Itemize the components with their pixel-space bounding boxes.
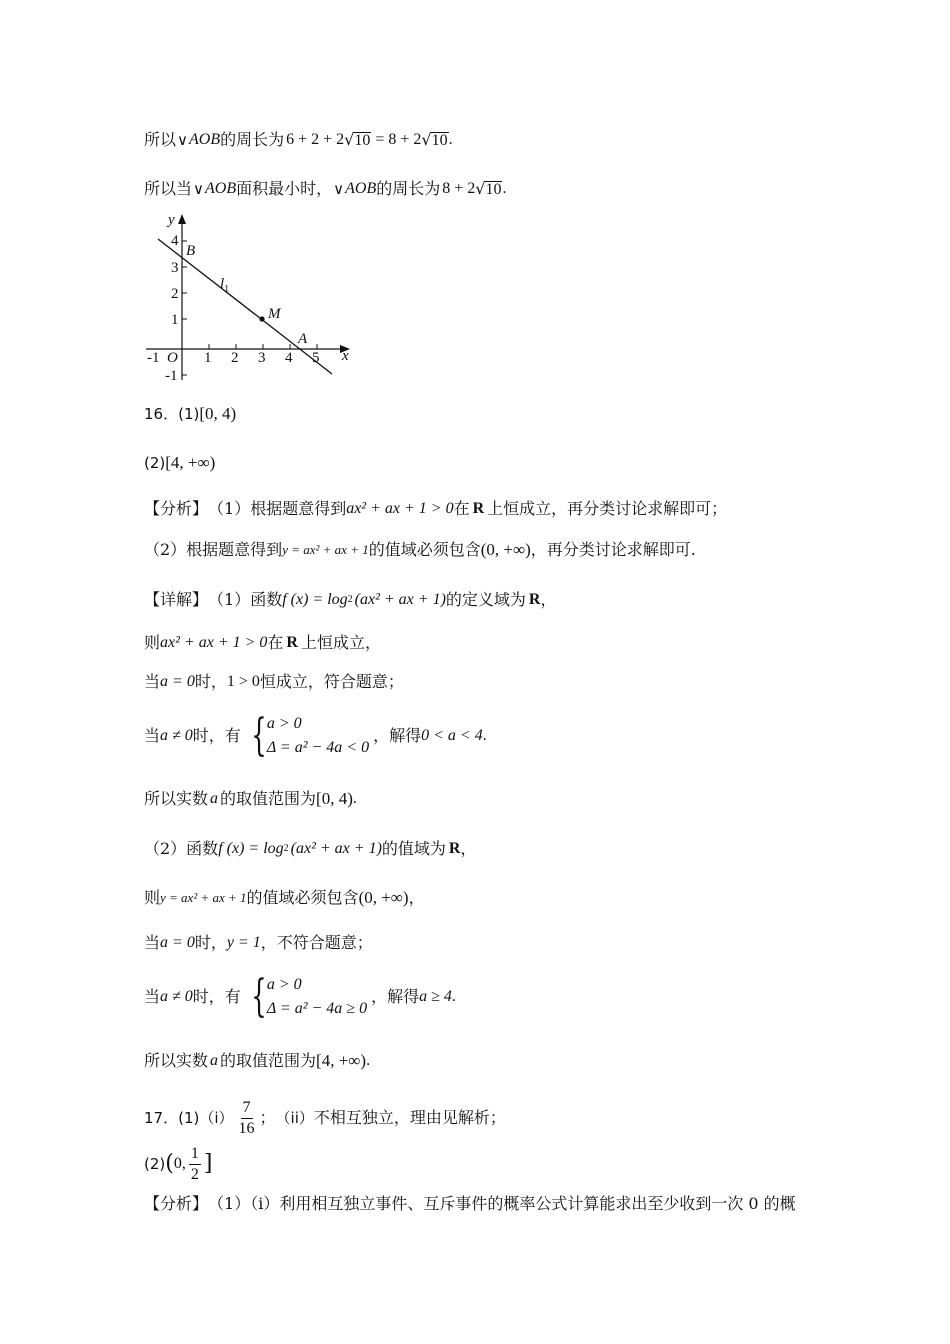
y-tick-label: 2 [171, 286, 179, 302]
text: . [482, 727, 487, 744]
math-expr: a ≥ 4 [419, 988, 452, 1005]
text: 所以当 [144, 179, 193, 198]
analysis-tag: 【分析】 [144, 499, 209, 518]
math-expr: a > 0 [266, 976, 302, 993]
math-expr: ax² + ax + 1 > 0 [346, 500, 454, 517]
math-expr: f (x) = log [218, 840, 284, 857]
math-expr: (0, +∞) [358, 888, 409, 907]
text: （1）函数 [208, 590, 283, 609]
text: ， [408, 888, 425, 907]
fraction-denominator: 2 [190, 1165, 199, 1183]
text: 时，有 [192, 987, 241, 1006]
math-expr: a > 0 [266, 715, 302, 732]
fraction-numerator: 7 [241, 1098, 253, 1119]
text: 当 [144, 987, 161, 1006]
triangle-symbol: ∨ [333, 180, 345, 198]
detail-tag: 【详解】 [144, 590, 209, 609]
text: （2）函数 [144, 839, 219, 858]
real-set-symbol: R [528, 591, 541, 608]
text: 恒成立，符合题意； [259, 672, 404, 691]
point-m-label: M [268, 306, 281, 322]
math-expr: = 8 + 2 [371, 131, 422, 148]
analysis-tag: 【分析】 [144, 1194, 209, 1213]
text: ； [259, 1108, 276, 1127]
text: 当 [144, 933, 161, 952]
q16-detail-1: 【详解】 （1）函数 f (x) = log 2 (ax² + ax + 1) 的定义域为 R ， [144, 590, 557, 609]
x-tick-label: 3 [258, 350, 266, 366]
text: 所以 [144, 130, 177, 149]
point-a-label: A [298, 331, 308, 347]
line-l1-label: $l_1$ [220, 276, 230, 295]
text: 面积最小时， [236, 179, 333, 198]
text: 时， [194, 933, 227, 952]
real-set-symbol: R [286, 634, 298, 651]
part-label: (1) [178, 1109, 200, 1127]
text: ，解得 [371, 987, 420, 1006]
line-l1 [158, 239, 332, 374]
text: 当 [144, 726, 161, 745]
q16-detail-6: （2）函数 f (x) = log 2 (ax² + ax + 1) 的值域为 R ， [144, 839, 477, 858]
subpart-label: （i） [199, 1109, 234, 1127]
fraction [189, 1144, 201, 1185]
text: . [451, 988, 456, 1005]
x-tick-label: 1 [204, 350, 212, 366]
part-label: (2) [144, 1155, 166, 1173]
perimeter-line [144, 129, 453, 151]
triangle-name: AOB [345, 180, 377, 197]
brace-symbol: { [251, 710, 267, 761]
math-expr: a ≠ 0 [160, 988, 193, 1005]
math-expr: (0, +∞) [480, 540, 531, 559]
fraction-numerator: 1 [189, 1144, 201, 1165]
text: ，解得 [373, 726, 422, 745]
text: . [366, 1052, 371, 1069]
math-expr: 1 > 0 [226, 673, 260, 690]
math-expr: a = 0 [160, 934, 195, 951]
q16-detail-7 [144, 887, 425, 909]
fraction [237, 1098, 257, 1139]
q16-detail-5 [144, 788, 357, 810]
q16-detail-9 [144, 973, 456, 1021]
text: 的值域为 [381, 839, 446, 858]
q16-part1-answer [144, 403, 236, 425]
q16-detail-8 [144, 932, 373, 954]
q16-detail-4 [144, 712, 487, 760]
x-label: x [342, 348, 349, 364]
math-expr: [0, 4) [199, 404, 237, 423]
text: ，再分类讨论求解即可. [530, 540, 696, 559]
x-tick-label: 4 [285, 350, 293, 366]
q16-detail-3 [144, 671, 404, 693]
text: . [502, 180, 507, 197]
math-expr: Δ = a² − 4a < 0 [266, 739, 370, 756]
q16-analysis-1 [144, 498, 727, 520]
math-expr: [4, +∞) [165, 453, 216, 472]
y-tick-label: 1 [171, 312, 179, 328]
math-expr: 8 + 2 [442, 180, 476, 197]
math-expr: y = ax² + ax + 1 [282, 542, 369, 557]
q16-detail-10 [144, 1050, 370, 1072]
real-set-symbol: R [472, 500, 485, 517]
text: 的取值范围为 [220, 1051, 317, 1070]
text: 的周长为 [376, 179, 441, 198]
math-expr: 0 < a < 4 [421, 727, 483, 744]
point-b-label: B [186, 243, 196, 259]
math-expr: a ≠ 0 [160, 727, 193, 744]
text: 的值域必须包含 [246, 888, 359, 907]
math-expr: y = 1 [226, 934, 261, 951]
sqrt-symbol: √ [421, 130, 432, 149]
math-expr: a = 0 [160, 673, 195, 690]
text: 的定义域为 [445, 590, 526, 609]
x-tick-label: 5 [312, 350, 320, 366]
text: 的值域必须包含 [368, 540, 481, 559]
math-expr: a [210, 790, 219, 807]
triangle-name: AOB [189, 131, 221, 148]
math-expr: [4, +∞) [316, 1051, 367, 1070]
math-expr: 10 [354, 131, 371, 149]
inequality-system [245, 712, 369, 760]
q17-analysis [144, 1193, 796, 1215]
text: 所以实数 [144, 789, 209, 808]
part-label: (2) [144, 454, 166, 472]
math-expr: f (x) = log [282, 591, 348, 608]
math-expr: a [210, 1052, 219, 1069]
text: . [448, 131, 453, 148]
text: 在 [453, 499, 470, 518]
text: 不相互独立，理由见解析； [313, 1108, 506, 1127]
brace-symbol: { [251, 971, 267, 1022]
close-bracket: ] [203, 1151, 213, 1176]
question-number: 17． [144, 1109, 179, 1127]
math-expr: (ax² + ax + 1) [290, 840, 382, 857]
text: ， [540, 590, 557, 609]
real-set-symbol: R [448, 840, 461, 857]
math-expr: (ax² + ax + 1) [354, 591, 446, 608]
math-expr: 0, [173, 1155, 186, 1172]
text: 当 [144, 672, 161, 691]
sqrt-symbol: √ [344, 130, 355, 149]
origin-label: O [167, 350, 178, 366]
y-tick-label: -1 [165, 368, 178, 384]
text: 所以实数 [144, 1051, 209, 1070]
y-label: y [168, 212, 175, 228]
text: 则 [144, 888, 161, 907]
open-paren: ( [165, 1151, 174, 1176]
math-expr: y = ax² + ax + 1 [160, 890, 247, 905]
q16-detail-2 [144, 632, 381, 654]
math-expr: 10 [431, 131, 448, 149]
math-expr: 10 [485, 180, 502, 198]
text: 的取值范围为 [220, 789, 317, 808]
text: . [352, 790, 357, 807]
min-area-line [144, 178, 506, 200]
sqrt-symbol: √ [475, 179, 486, 198]
triangle-symbol: ∨ [193, 180, 204, 198]
fraction-denominator: 16 [238, 1119, 255, 1137]
text: 上恒成立， [300, 633, 381, 652]
q17-part1-answer [144, 1098, 506, 1138]
coordinate-graph [138, 208, 368, 388]
triangle-name: AOB [205, 180, 237, 197]
q17-part2-answer [144, 1142, 212, 1186]
text: 时， [194, 672, 227, 691]
text: 在 [267, 633, 284, 652]
inequality-system [245, 973, 367, 1021]
y-tick-label: 3 [171, 260, 179, 276]
text: 时，有 [192, 726, 241, 745]
part-label: (1) [178, 405, 200, 423]
triangle-symbol: ∨ [177, 131, 188, 149]
text: ，不符合题意； [260, 933, 373, 952]
subpart-label: （ii） [275, 1109, 314, 1127]
text: 则 [144, 633, 161, 652]
x-tick-label: -1 [147, 350, 160, 366]
math-expr: ax² + ax + 1 > 0 [160, 634, 268, 651]
point-m [259, 316, 264, 321]
math-expr: Δ = a² − 4a ≥ 0 [266, 1000, 368, 1017]
math-expr: [0, 4) [316, 789, 353, 808]
text: （2）根据题意得到 [144, 540, 283, 559]
y-tick-label: 4 [171, 233, 179, 249]
text: 上恒成立，再分类讨论求解即可； [487, 499, 728, 518]
text: 的周长为 [220, 130, 285, 149]
text: （1）根据题意得到 [208, 499, 347, 518]
text: ， [460, 839, 477, 858]
q16-part2-answer [144, 452, 215, 474]
math-expr: 6 + 2 + 2 [286, 131, 345, 148]
q16-analysis-2 [144, 539, 696, 561]
x-tick-label: 2 [231, 350, 239, 366]
y-axis-arrow [178, 214, 186, 224]
text: （1）（i）利用相互独立事件、互斥事件的概率公式计算能求出至少收到一次 0 的概 [208, 1194, 796, 1213]
question-number: 16． [144, 405, 179, 423]
